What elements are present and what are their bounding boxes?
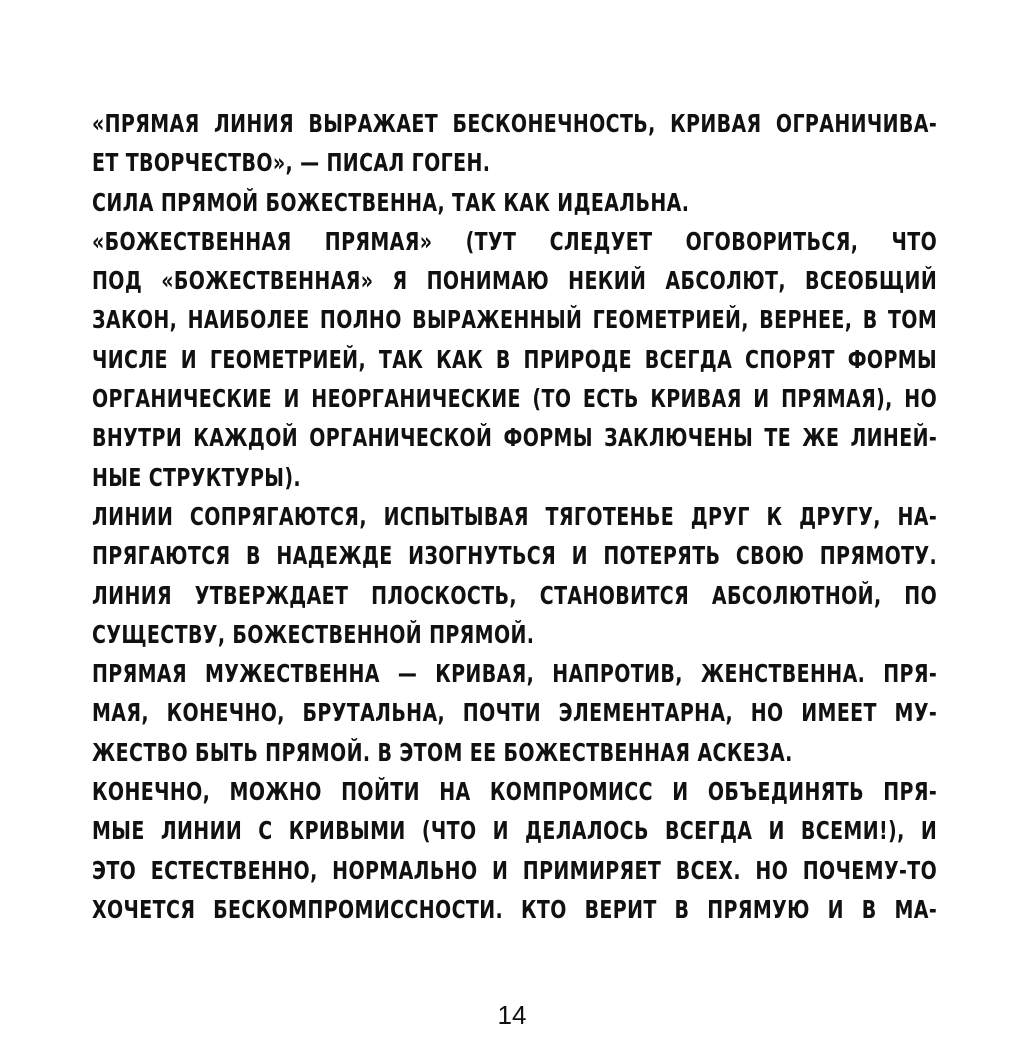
- text-line: ЧИСЛЕ И ГЕОМЕТРИЕЙ, ТАК КАК В ПРИРОДЕ ВСЕГДА СПОРЯТ ФОРМЫ: [92, 344, 938, 374]
- text-line: МЫЕ ЛИНИИ С КРИВЫМИ (ЧТО И ДЕЛАЛОСЬ ВСЕГДА И ВСЕМИ!), И: [92, 816, 938, 846]
- text-line: ЛИНИИ СОПРЯГАЮТСЯ, ИСПЫТЫВАЯ ТЯГОТЕНЬЕ ДРУГ К ДРУГУ, НА-: [92, 501, 938, 531]
- text-line: ПРЯМАЯ МУЖЕСТВЕННА — КРИВАЯ, НАПРОТИВ, ЖЕНСТВЕННА. ПРЯ-: [92, 659, 938, 689]
- text-line: СИЛА ПРЯМОЙ БОЖЕСТВЕННА, ТАК КАК ИДЕАЛЬНА.: [92, 187, 690, 217]
- text-line: КОНЕЧНО, МОЖНО ПОЙТИ НА КОМПРОМИСС И ОБЪЕДИНЯТЬ ПРЯ-: [92, 777, 938, 807]
- text-line: ЕТ ТВОРЧЕСТВО», — ПИСАЛ ГОГЕН.: [92, 148, 491, 178]
- page-number: 14: [497, 1000, 527, 1030]
- text-line: НЫЕ СТРУКТУРЫ).: [92, 462, 302, 492]
- text-line: «БОЖЕСТВЕННАЯ ПРЯМАЯ» (ТУТ СЛЕДУЕТ ОГОВОРИТЬСЯ, ЧТО: [92, 226, 938, 256]
- text-line: СУЩЕСТВУ, БОЖЕСТВЕННОЙ ПРЯМОЙ.: [92, 619, 535, 649]
- text-line: ХОЧЕТСЯ БЕСКОМПРОМИССНОСТИ. КТО ВЕРИТ В ПРЯМУЮ И В МА-: [92, 894, 938, 924]
- text-line: ЛИНИЯ УТВЕРЖДАЕТ ПЛОСКОСТЬ, СТАНОВИТСЯ АБСОЛЮТНОЙ, ПО: [92, 580, 938, 610]
- body-text: [92, 104, 937, 929]
- text-line: ПРЯГАЮТСЯ В НАДЕЖДЕ ИЗОГНУТЬСЯ И ПОТЕРЯТЬ СВОЮ ПРЯМОТУ.: [92, 541, 938, 571]
- text-line: МАЯ, КОНЕЧНО, БРУТАЛЬНА, ПОЧТИ ЭЛЕМЕНТАРНА, НО ИМЕЕТ МУ-: [92, 698, 938, 728]
- text-line: ОРГАНИЧЕСКИЕ И НЕОРГАНИЧЕСКИЕ (ТО ЕСТЬ КРИВАЯ И ПРЯМАЯ), НО: [92, 384, 938, 414]
- text-line: ВНУТРИ КАЖДОЙ ОРГАНИЧЕСКОЙ ФОРМЫ ЗАКЛЮЧЕНЫ ТЕ ЖЕ ЛИНЕЙ-: [92, 423, 938, 453]
- text-line: «ПРЯМАЯ ЛИНИЯ ВЫРАЖАЕТ БЕСКОНЕЧНОСТЬ, КРИВАЯ ОГРАНИЧИВА-: [92, 109, 938, 138]
- text-line: ПОД «БОЖЕСТВЕННАЯ» Я ПОНИМАЮ НЕКИЙ АБСОЛЮТ, ВСЕОБЩИЙ: [92, 266, 938, 296]
- text-line: ЗАКОН, НАИБОЛЕЕ ПОЛНО ВЫРАЖЕННЫЙ ГЕОМЕТРИЕЙ, ВЕРНЕЕ, В ТОМ: [92, 305, 938, 335]
- text-line: ЭТО ЕСТЕСТВЕННО, НОРМАЛЬНО И ПРИМИРЯЕТ ВСЕХ. НО ПОЧЕМУ-ТО: [92, 855, 938, 885]
- text-line: ЖЕСТВО БЫТЬ ПРЯМОЙ. В ЭТОМ ЕЕ БОЖЕСТВЕННАЯ АСКЕЗА.: [92, 737, 793, 767]
